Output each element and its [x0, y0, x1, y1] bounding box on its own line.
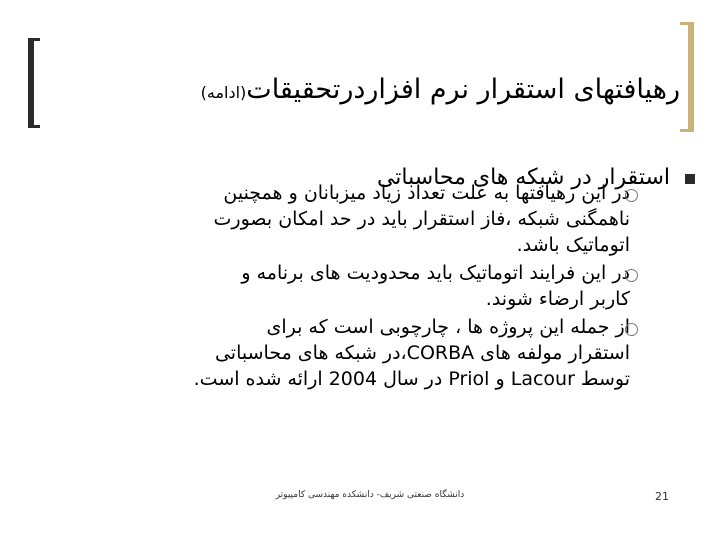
slide-footer: دانشگاه صنعتی شریف- دانشکده مهندسی کامپیوتر — [275, 490, 465, 500]
right-bracket-decoration — [680, 22, 694, 132]
sub-bullet-item — [60, 314, 630, 392]
page-number: 21 — [655, 490, 669, 503]
sub-bullet-line: ناهمگنی شبکه ،فاز استقرار باید در حد امکان بصورت — [213, 208, 630, 230]
square-bullet-icon — [685, 174, 695, 184]
sub-bullet-line: کاربر ارضاء شوند. — [485, 288, 630, 310]
sub-bullet-line: در این رهیافتها به علت تعداد زیاد میزبانان و همچنین — [223, 182, 630, 204]
sub-bullet-line: از جمله این پروژه ها ، چارچوبی است که برای — [266, 316, 630, 338]
slide-title — [40, 72, 680, 111]
sub-bullet-list — [60, 178, 630, 392]
sub-bullet-item — [60, 260, 630, 312]
slide-title-main: رهیافتهای استقرار نرم افزاردرتحقیقات — [246, 74, 680, 105]
circle-bullet-icon — [625, 323, 638, 336]
circle-bullet-icon — [625, 189, 638, 202]
sub-bullet-line: توسط Lacour و Priol در سال 2004 ارائه شده است. — [193, 368, 630, 390]
slide-title-continued: (ادامه) — [200, 83, 247, 102]
sub-bullet-line: استقرار مولفه های CORBA،در شبکه های محاسباتی — [214, 342, 630, 364]
sub-bullet-line: اتوماتیک باشد. — [516, 234, 630, 256]
circle-bullet-icon — [625, 269, 638, 282]
sub-bullet-line: در این فرایند اتوماتیک باید محدودیت های برنامه و — [241, 262, 630, 284]
main-bullet-text: استقرار در شبکه های محاسباتی — [376, 165, 670, 190]
sub-bullet-item — [60, 180, 630, 258]
left-bracket-decoration — [28, 38, 40, 128]
